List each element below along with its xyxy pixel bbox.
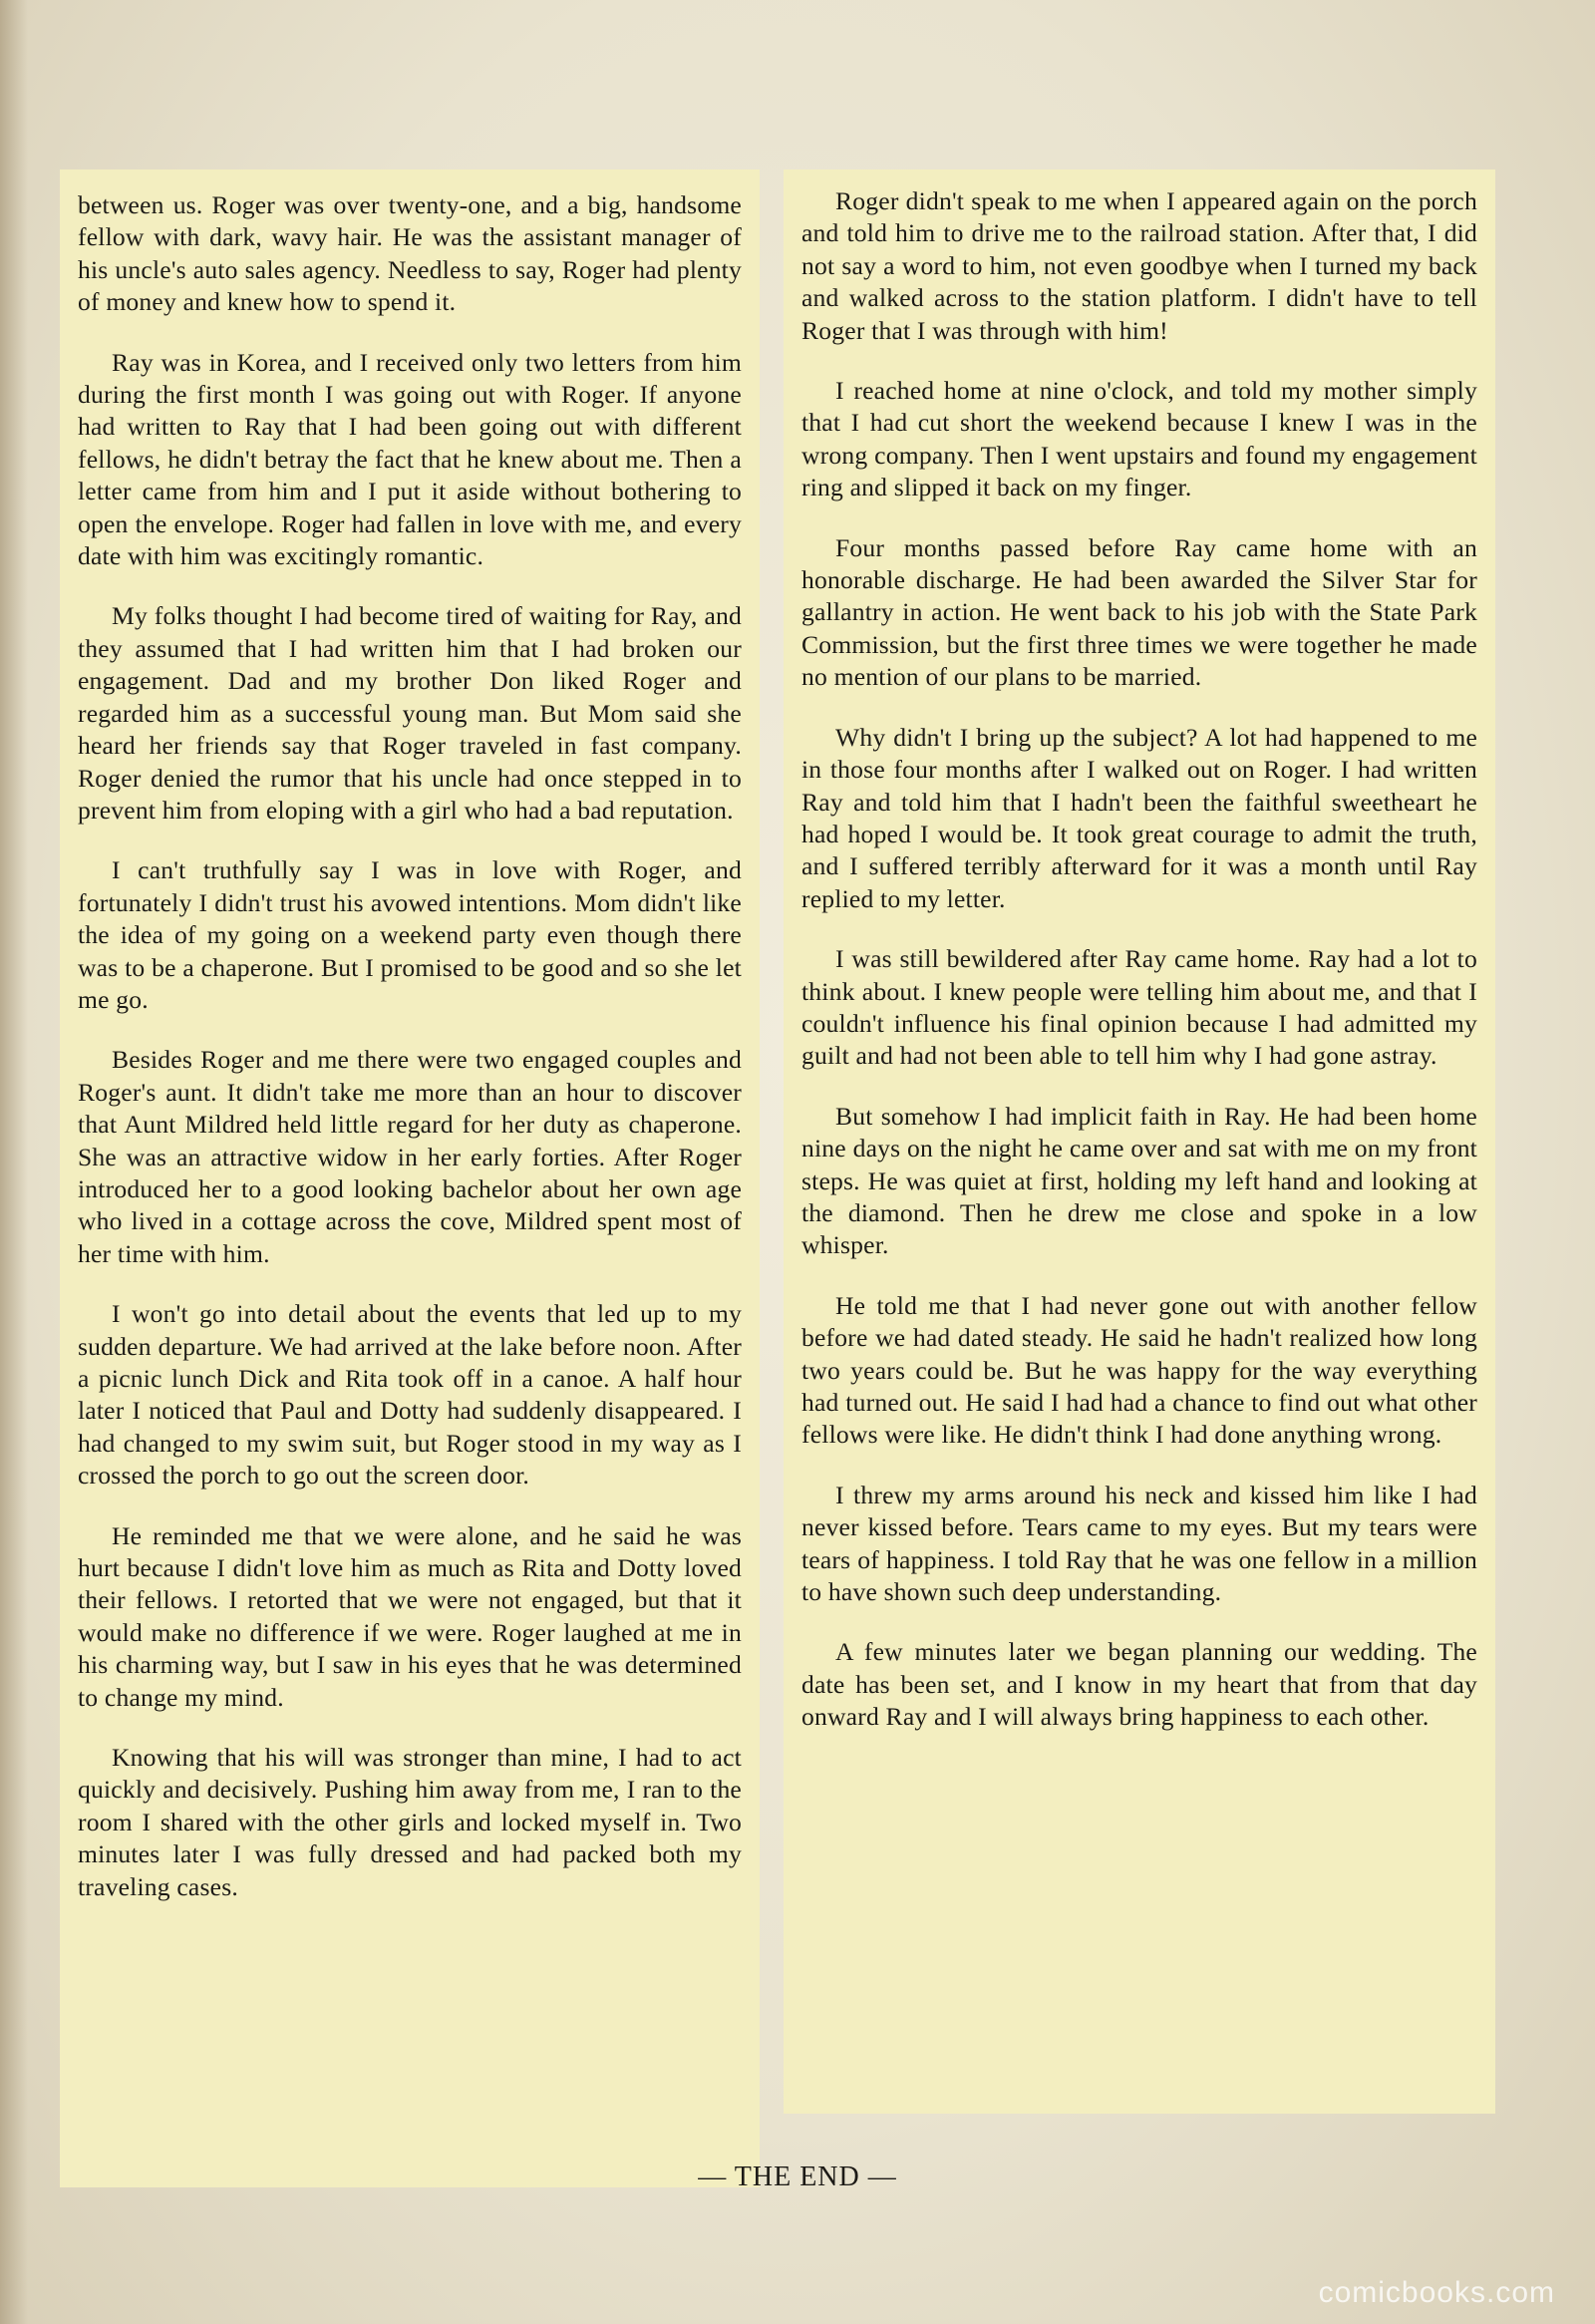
story-paragraph: I reached home at nine o'clock, and told my mother simply that I had cut short the weekend because I knew I was in the wrong company. Then I went upstairs and found my engagement ring and slipped it back on my finger. <box>801 376 1477 502</box>
story-paragraph: I won't go into detail about the events that led up to my sudden departure. We had arrived at the lake before noon. After a picnic lunch Dick and Rita took off in a canoe. A half hour later I noticed that Paul and Dotty had suddenly disappeared. I had changed to my swim suit, but Roger stood in my way as I crossed the porch to go out the screen door. <box>78 1299 742 1491</box>
story-paragraph: I was still bewildered after Ray came home. Ray had a lot to think about. I knew people were telling him about me, and that I couldn't influence his final opinion because I had admitted my guilt and had not been able to tell him why I had gone astray. <box>801 944 1477 1071</box>
story-paragraph: Besides Roger and me there were two engaged couples and Roger's aunt. It didn't take me more than an hour to discover that Aunt Mildred held little regard for her duty as chaperone. She was an attractive widow in her early forties. After Roger introduced her to a good looking bachelor about her own age who lived in a cottage across the cove, Mildred spent most of her time with him. <box>78 1045 742 1268</box>
the-end-label: — THE END — <box>698 2161 897 2192</box>
story-paragraph: But somehow I had implicit faith in Ray. He had been home nine days on the night he came over and sat with me on my front steps. He was quiet at first, holding my left hand and looking at the diamond. Then he drew me close and spoke in a low whisper. <box>801 1101 1477 1260</box>
story-paragraph: I can't truthfully say I was in love with Roger, and fortunately I didn't trust his avowed intentions. Mom didn't like the idea of my going on a weekend party even though there was to be a chaperone. But I promised to be good and so she let me go. <box>78 855 742 1014</box>
site-watermark: comicbooks.com <box>1318 2276 1555 2309</box>
story-paragraph: Roger didn't speak to me when I appeared again on the porch and told him to drive me to the railroad station. After that, I did not say a word to him, not even goodbye when I turned my back and walked across to the station platform. I didn't have to tell Roger that I was through with him! <box>801 186 1477 345</box>
story-paragraph: A few minutes later we began planning our wedding. The date has been set, and I know in my heart that from that day onward Ray and I will always bring happiness to each other. <box>801 1637 1477 1732</box>
right-text-column <box>784 169 1495 2114</box>
story-paragraph: Knowing that his will was stronger than mine, I had to act quickly and decisively. Pushing him away from me, I ran to the room I shared with the other girls and locked myself in. Two minutes later I was fully dressed and had packed both my traveling cases. <box>78 1743 742 1901</box>
story-paragraph: He told me that I had never gone out with another fellow before we had dated steady. He said he hadn't realized how long two years could be. But he was happy for the way everything had turned out. He said I had had a chance to find out what other fellows were like. He didn't think I had done anything wrong. <box>801 1290 1477 1450</box>
story-paragraph: Four months passed before Ray came home with an honorable discharge. He had been awarded the Silver Star for gallantry in action. He went back to his job with the State Park Commission, but the first three times we were together he made no mention of our plans to be married. <box>801 532 1477 692</box>
story-paragraph: My folks thought I had become tired of waiting for Ray, and they assumed that I had written him that I had broken our engagement. Dad and my brother Don liked Roger and regarded him as a successful young man. But Mom said she heard her friends say that Roger traveled in fast company. Roger denied the rumor that his uncle had once stepped in to prevent him from eloping with a girl who had a bad reputation. <box>78 601 742 825</box>
left-text-column <box>60 169 760 2187</box>
page-edge-shadow <box>0 0 28 2324</box>
story-paragraph: I threw my arms around his neck and kissed him like I had never kissed before. Tears came to my eyes. But my tears were tears of happiness. I told Ray that he was one fellow in a million to have shown such deep understanding. <box>801 1480 1477 1607</box>
story-paragraph: between us. Roger was over twenty-one, and a big, handsome fellow with dark, wavy hair. He was the assistant manager of his uncle's auto sales agency. Needless to say, Roger had plenty of money and knew how to spend it. <box>78 190 742 317</box>
story-paragraph: Why didn't I bring up the subject? A lot had happened to me in those four months after I walked out on Roger. I had written Ray and told him that I hadn't been the faithful sweetheart he had hoped I would be. It took great courage to admit the truth, and I suffered terribly afterward for it was a month until Ray replied to my letter. <box>801 722 1477 913</box>
story-paragraph: He reminded me that we were alone, and he said he was hurt because I didn't love him as much as Rita and Dotty loved their fellows. I retorted that we were not engaged, but that it would make no difference if we were. Roger laughed at me in his charming way, but I saw in his eyes that he was determined to change my mind. <box>78 1520 742 1712</box>
story-paragraph: Ray was in Korea, and I received only two letters from him during the first month I was going out with Roger. If anyone had written to Ray that I had been going out with different fellows, he didn't betray the fact that he knew about me. Then a letter came from him and I put it aside without bothering to open the envelope. Roger had fallen in love with me, and every date with him was excitingly romantic. <box>78 347 742 571</box>
